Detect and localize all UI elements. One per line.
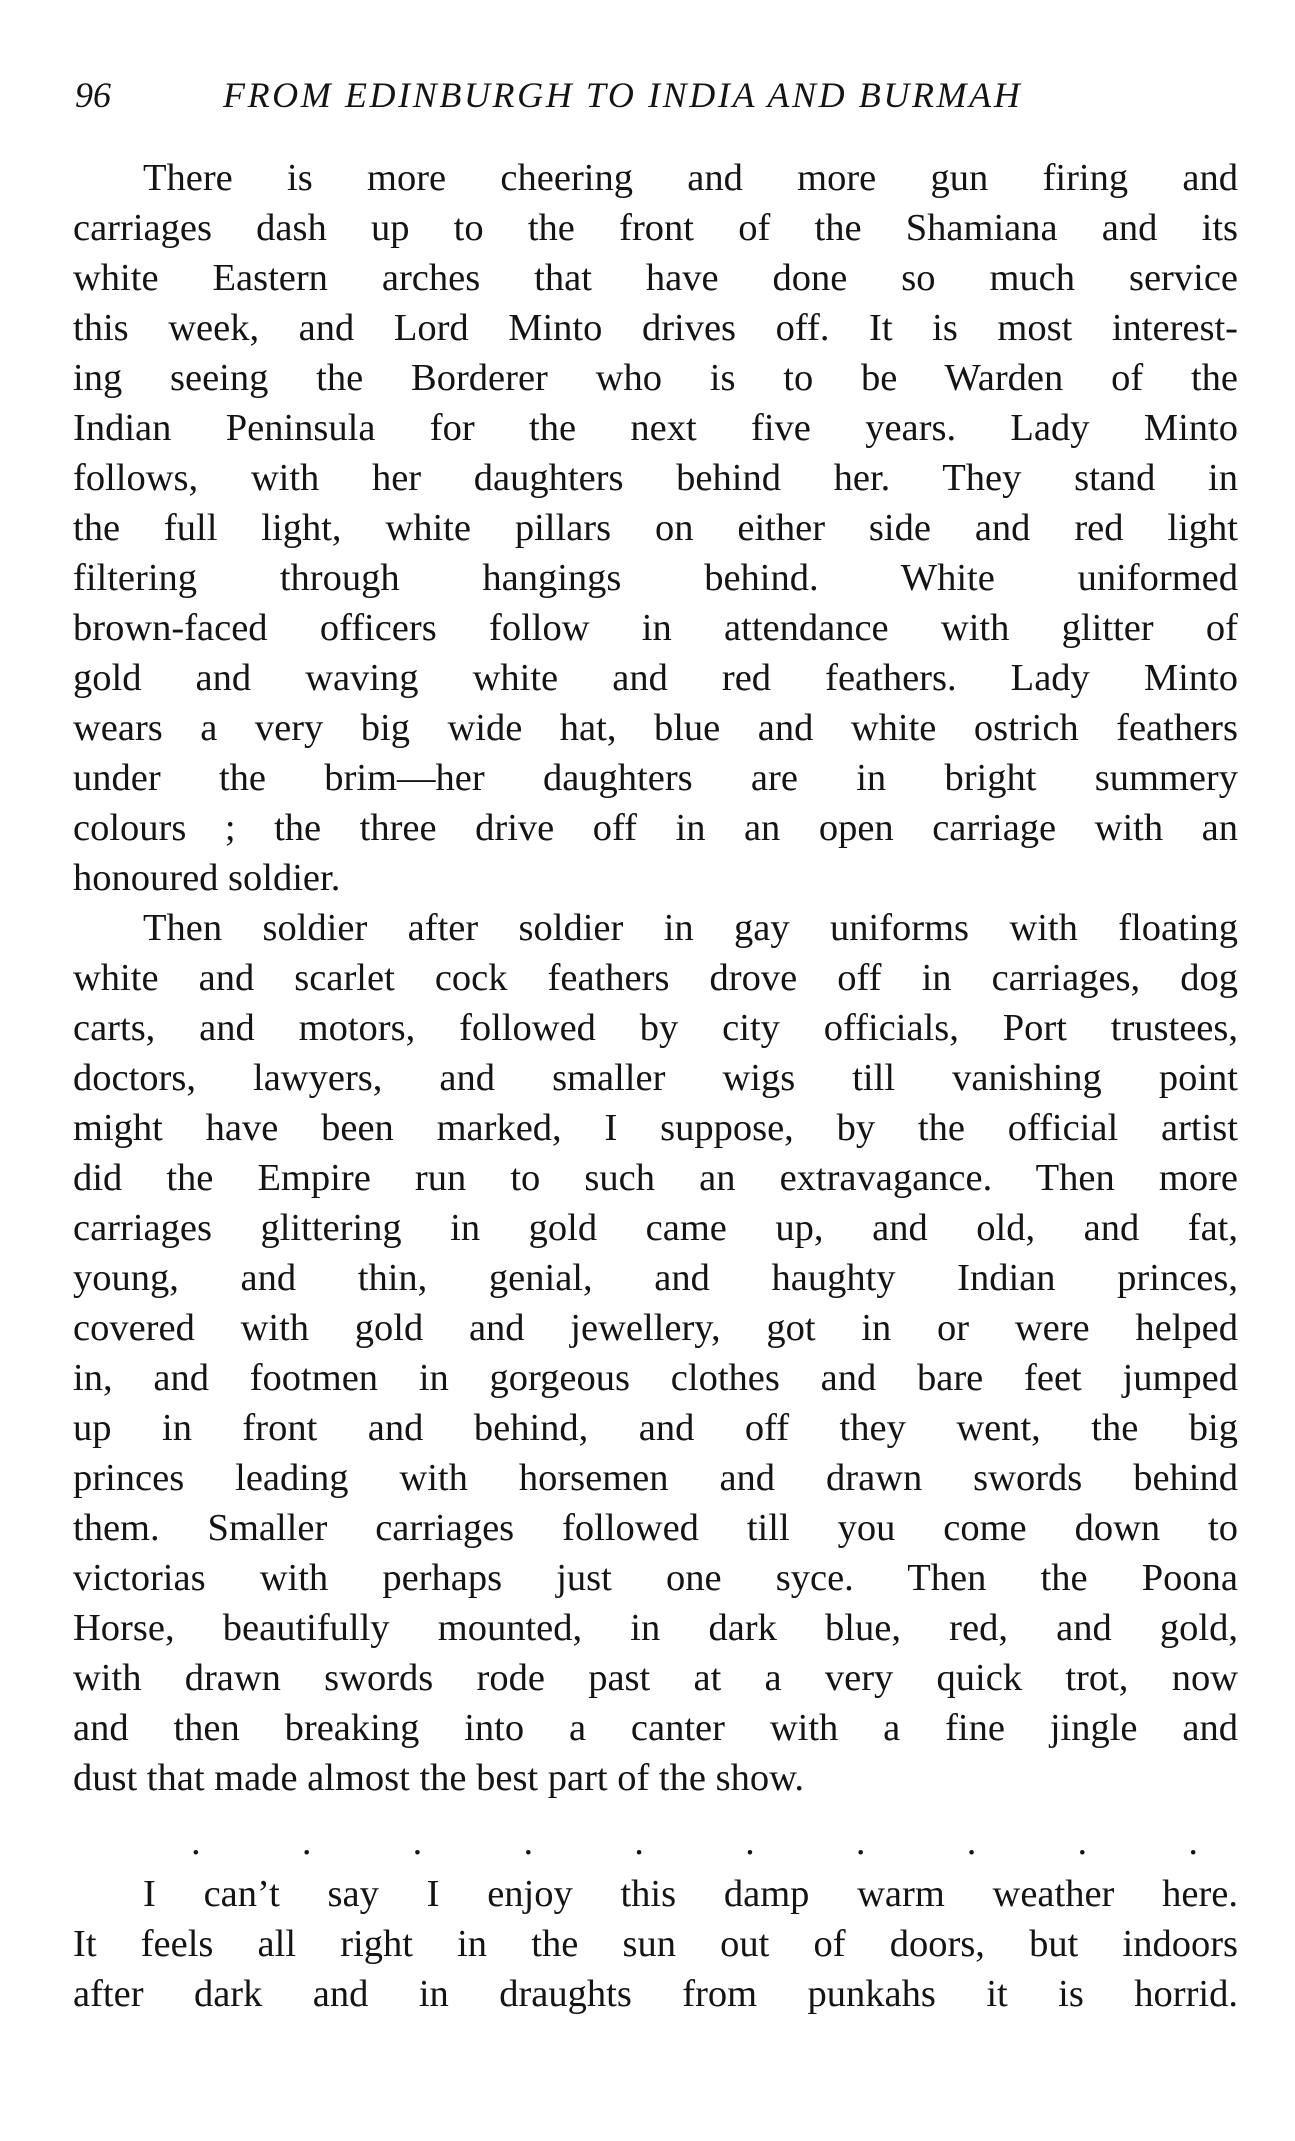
text-line: covered with gold and jewellery, got in or were helped	[73, 1307, 1238, 1349]
text-line: carriages dash up to the front of the Shamiana and its	[73, 207, 1238, 249]
text-line: gold and waving white and red feathers. Lady Minto	[73, 657, 1238, 699]
ellipsis-dot: .	[745, 1821, 755, 1863]
text-line: filtering through hangings behind. White uniformed	[73, 557, 1238, 599]
ellipsis-dot: .	[855, 1821, 866, 1863]
text-line: I can’t say I enjoy this damp warm weather here.	[143, 1873, 1238, 1915]
text-line: and then breaking into a canter with a fine jingle and	[73, 1707, 1238, 1749]
section-break	[73, 1817, 1238, 1867]
text-line: victorias with perhaps just one syce. Then the Poona	[73, 1557, 1238, 1599]
text-line: princes leading with horsemen and drawn swords behind	[73, 1457, 1238, 1499]
body-text	[73, 153, 1238, 2019]
text-line: them. Smaller carriages followed till you come down to	[73, 1507, 1238, 1549]
text-line: doctors, lawyers, and smaller wigs till vanishing point	[73, 1057, 1238, 1099]
text-line: did the Empire run to such an extravagance. Then more	[73, 1157, 1238, 1199]
ellipsis-dot: .	[412, 1821, 423, 1863]
text-line: dust that made almost the best part of the show.	[73, 1757, 804, 1799]
page-number: 96	[75, 75, 111, 115]
text-line: with drawn swords rode past at a very quick trot, now	[73, 1657, 1238, 1699]
text-line: carriages glittering in gold came up, and old, and fat,	[73, 1207, 1238, 1249]
ellipsis-dot: .	[1077, 1821, 1088, 1863]
text-line: young, and thin, genial, and haughty Indian princes,	[73, 1257, 1238, 1299]
text-line: honoured soldier.	[73, 857, 341, 899]
ellipsis-dot: .	[191, 1821, 201, 1863]
paragraph-3	[73, 1869, 1238, 2019]
text-line: Horse, beautifully mounted, in dark blue, red, and gold,	[73, 1607, 1238, 1649]
text-line: after dark and in draughts from punkahs it is horrid.	[73, 1973, 1238, 2015]
text-line: white and scarlet cock feathers drove off in carriages, dog	[73, 957, 1238, 999]
text-line: colours ; the three drive off in an open carriage with an	[73, 807, 1238, 849]
text-line: might have been marked, I suppose, by the official artist	[73, 1107, 1238, 1149]
text-line: It feels all right in the sun out of doors, but indoors	[73, 1923, 1238, 1965]
ellipsis-dot: .	[523, 1821, 534, 1863]
text-line: this week, and Lord Minto drives off. It is most interest-	[73, 307, 1238, 349]
ellipsis-dot: .	[634, 1821, 644, 1863]
ellipsis-dot: .	[966, 1821, 977, 1863]
text-line: ing seeing the Borderer who is to be Warden of the	[73, 357, 1238, 399]
ellipsis-dot: .	[301, 1821, 312, 1863]
text-line: brown-faced officers follow in attendance with glitter of	[73, 607, 1238, 649]
text-line: Then soldier after soldier in gay uniforms with floating	[143, 907, 1238, 949]
text-line: under the brim—her daughters are in bright summery	[73, 757, 1238, 799]
text-line: in, and footmen in gorgeous clothes and bare feet jumped	[73, 1357, 1238, 1399]
paragraph-1	[73, 153, 1238, 903]
paragraph-2	[73, 903, 1238, 1803]
text-line: carts, and motors, followed by city officials, Port trustees,	[73, 1007, 1238, 1049]
running-title: FROM EDINBURGH TO INDIA AND BURMAH	[223, 75, 1023, 115]
text-line: up in front and behind, and off they went, the big	[73, 1407, 1238, 1449]
running-head	[75, 70, 1235, 120]
text-line: Indian Peninsula for the next five years. Lady Minto	[73, 407, 1238, 449]
ellipsis-dot: .	[1188, 1821, 1198, 1863]
text-line: There is more cheering and more gun firing and	[143, 157, 1238, 199]
text-line: wears a very big wide hat, blue and white ostrich feathers	[73, 707, 1238, 749]
text-line: follows, with her daughters behind her. They stand in	[73, 457, 1238, 499]
text-line: the full light, white pillars on either side and red light	[73, 507, 1238, 549]
text-line: white Eastern arches that have done so much service	[73, 257, 1238, 299]
